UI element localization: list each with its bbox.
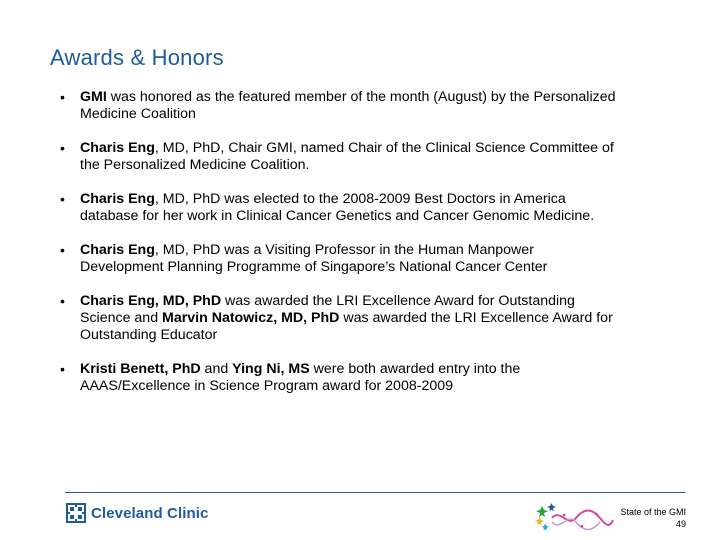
plain-text: was awarded the LRI Excellence Award for Outstanding Educator: [80, 310, 613, 343]
logo-text: Cleveland Clinic: [91, 504, 209, 522]
bold-text: Charis Eng: [80, 140, 155, 156]
slide-title: Awards & Honors: [50, 45, 224, 70]
bullet-dot-icon: •: [60, 242, 65, 258]
bullet-dot-icon: •: [60, 89, 65, 105]
plain-text: , MD, PhD was elected to the 2008-2009 Best Doctors in America database for her work in Clinical Cancer Genetics and Cancer Genomic Medicine.: [80, 191, 595, 224]
bold-text: Charis Eng: [80, 242, 155, 258]
bullet-dot-icon: •: [60, 140, 65, 156]
bold-text: Ying Ni, MS: [232, 361, 310, 377]
bullet-item: [60, 191, 620, 225]
bullet-text: [80, 140, 614, 173]
bullet-item: [60, 140, 620, 174]
bullet-item: [60, 89, 620, 123]
bullet-dot-icon: •: [60, 361, 65, 377]
bullet-item: [60, 361, 620, 395]
bullet-item: [60, 293, 620, 344]
bold-text: Charis Eng: [80, 191, 155, 207]
bold-text: GMI: [80, 89, 107, 105]
cleveland-clinic-cross-icon: [66, 503, 86, 523]
cleveland-clinic-logo: [66, 503, 208, 523]
bullet-list: [60, 89, 620, 412]
bullet-text: [80, 242, 547, 275]
bullet-text: [80, 89, 615, 122]
state-label: State of the GMI: [620, 507, 686, 517]
plain-text: and: [200, 361, 233, 377]
slide-footer-info: [620, 506, 686, 530]
bold-text: Marvin Natowicz, MD, PhD: [162, 310, 340, 326]
bullet-dot-icon: •: [60, 191, 65, 207]
page-number: 49: [675, 519, 686, 529]
bullet-text: [80, 361, 520, 394]
bullet-item: [60, 242, 620, 276]
plain-text: were both awarded entry into the AAAS/Excellence in Science Program award for 2008-2009: [80, 361, 521, 394]
footer-divider: [65, 492, 685, 493]
bullet-dot-icon: •: [60, 293, 65, 309]
plain-text: was honored as the featured member of the month (August) by the Personalized Medicine Coalition: [80, 89, 616, 122]
bold-text: Charis Eng, MD, PhD: [80, 293, 222, 309]
bold-text: Kristi Benett, PhD: [80, 361, 201, 377]
bullet-text: [80, 191, 594, 224]
plain-text: , MD, PhD was a Visiting Professor in the Human Manpower Development Planning Programme of Singapore’s National Cancer Center: [80, 242, 548, 275]
bullet-text: [80, 293, 613, 343]
plain-text: was awarded the LRI Excellence Award for Outstanding Science and: [80, 293, 575, 326]
plain-text: , MD, PhD, Chair GMI, named Chair of the Clinical Science Committee of the Personalized Medicine Coalition.: [80, 140, 614, 173]
dna-figures-icon: [534, 500, 614, 532]
